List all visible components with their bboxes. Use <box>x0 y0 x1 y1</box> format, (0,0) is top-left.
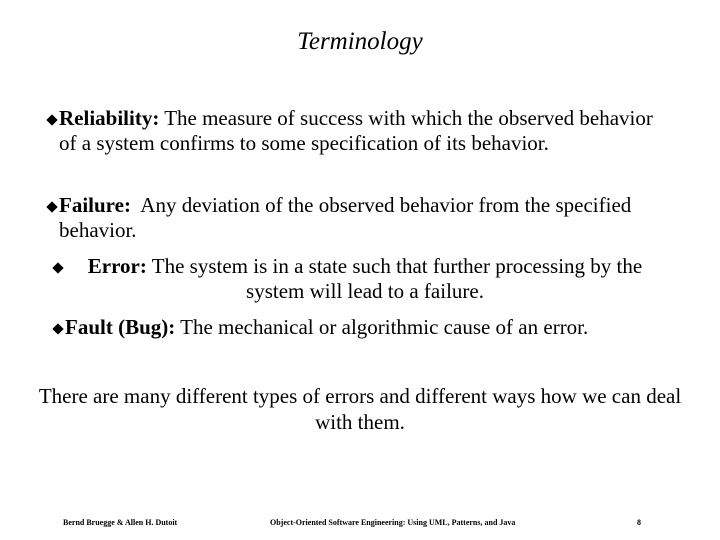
footer-book-title: Object-Oriented Software Engineering: Using UML, Patterns, and Java <box>270 518 516 527</box>
bullet-error <box>65 254 665 304</box>
bullet-fault <box>65 315 705 340</box>
bullet-diamond-icon <box>52 262 63 273</box>
closing-statement: There are many different types of errors and different ways how we can deal with them. <box>38 384 682 434</box>
bullet-reliability <box>59 106 659 156</box>
bullet-term: Fault (Bug): <box>65 315 176 339</box>
bullet-text: The measure of success with which the observed behavior of a system confirms to some specification of its behavior. <box>59 106 653 155</box>
footer-authors: Bernd Bruegge & Allen H. Dutoit <box>63 518 178 527</box>
slide-title: Terminology <box>297 28 423 55</box>
bullet-text: The system is in a state such that further processing by the system will lead to a failure. <box>146 254 643 303</box>
bullet-text: The mechanical or algorithmic cause of an error. <box>175 315 589 339</box>
bullet-term: Error: <box>87 254 147 278</box>
bullet-failure <box>59 193 659 243</box>
bullet-diamond-icon <box>52 323 63 334</box>
bullet-text: Any deviation of the observed behavior from the specified behavior. <box>59 193 637 242</box>
bullet-term: Failure: <box>59 193 131 217</box>
bullet-diamond-icon <box>46 114 57 125</box>
bullet-term: Reliability: <box>59 106 160 130</box>
footer-page-number: 8 <box>637 518 641 527</box>
bullet-diamond-icon <box>46 201 57 212</box>
